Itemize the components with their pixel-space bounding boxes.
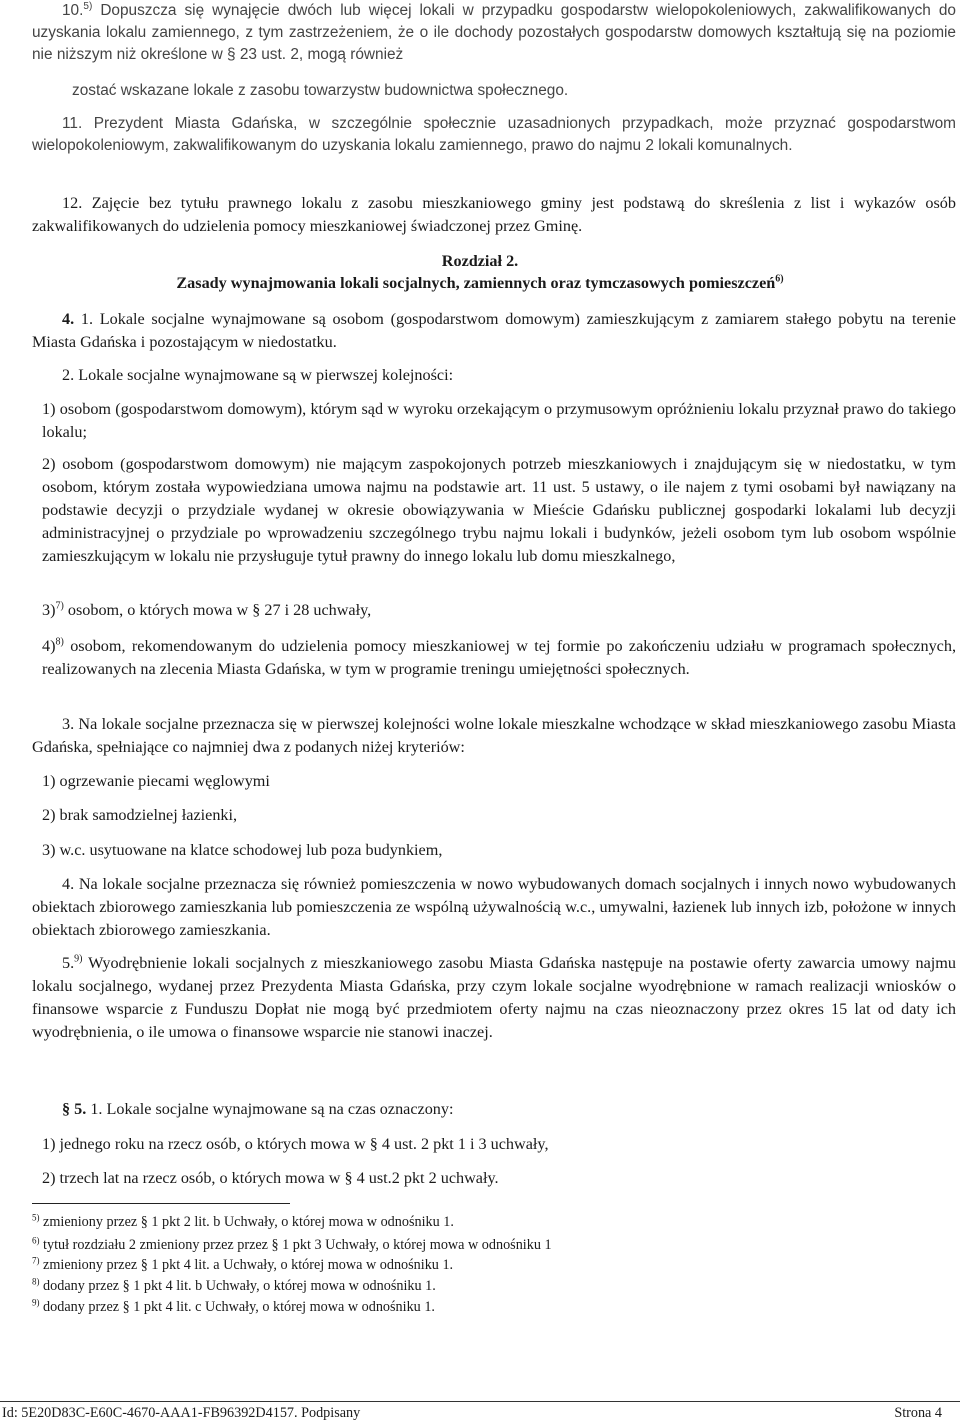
footnote-text: dodany przez § 1 pkt 4 lit. b Uchwały, o której mowa w odnośniku 1. (39, 1278, 436, 1294)
footer-separator (0, 1401, 960, 1402)
footnote-7 (32, 1255, 952, 1275)
footnote-separator (32, 1203, 290, 1204)
paragraph-10-text: Dopuszcza się wynajęcie dwóch lub więcej lokali w przypadku gospodarstw wielopokoleniowych, zakwalifikowanych do uzyskania lokalu zamiennego, z tym zastrzeżeniem, że o ile dochody pozostałych gospodarstw domowych kształtują się na poziomie nie niższym niż określone w § 23 ust. 2, mogą również (32, 2, 956, 63)
criterion-1: 1) ogrzewanie piecami węglowymi (42, 772, 270, 790)
criterion-3: 3) w.c. usytuowane na klatce schodowej lub poza budynkiem, (42, 841, 443, 859)
section-4-paragraph-5 (32, 952, 956, 1044)
footnote-mark: 8) (32, 1276, 40, 1287)
footnote-text: zmieniony przez § 1 pkt 2 lit. b Uchwały, o której mowa w odnośniku 1. (39, 1214, 454, 1230)
section-4-item-4 (42, 635, 956, 681)
section-5-item-1: 1) jednego roku na rzecz osób, o których mowa w § 4 ust. 2 pkt 1 i 3 uchwały, (42, 1135, 549, 1153)
footnote-mark: 6) (32, 1235, 40, 1246)
section-5-paragraph-1 (32, 1098, 956, 1121)
section-5-p1-text: 1. Lokale socjalne wynajmowane są na czas oznaczony: (86, 1100, 454, 1118)
paragraph-10-number: 10. (62, 2, 84, 19)
footnote-9 (32, 1297, 952, 1317)
section-4-p1-text: 1. Lokale socjalne wynajmowane są osobom (gospodarstwom domowym) zamieszkującym z zamiarem stałego pobytu na terenie Miasta Gdańska i pozostającym w niedostatku. (32, 310, 956, 351)
footnote-mark: 5) (32, 1212, 40, 1223)
footnote-ref-8: 8) (55, 636, 64, 648)
section-4-heading: 4. (62, 310, 75, 328)
footnote-ref-9: 9) (74, 953, 83, 965)
paragraph-12: 12. Zajęcie bez tytułu prawnego lokalu z zasobu mieszkaniowego gminy jest podstawą do skreślenia z list i wykazów osób zakwalifikowanych do udzielenia pomocy mieszkaniowej świadczonej przez Gminę. (32, 194, 956, 235)
item-3-number: 3) (42, 601, 56, 619)
footnote-text: tytuł rozdziału 2 zmieniony przez przez § 1 pkt 3 Uchwały, o której mowa w odnośniku 1 (39, 1237, 552, 1253)
section-4-item-1: 1) osobom (gospodarstwom domowym), którym sąd w wyroku orzekającym o przymusowym opróżnieniu lokalu przyznał prawo do takiego lokalu; (42, 400, 956, 441)
item-4-number: 4) (42, 637, 56, 655)
footnote-5 (32, 1212, 952, 1232)
footnote-text: zmieniony przez § 1 pkt 4 lit. a Uchwały, o której mowa w odnośniku 1. (39, 1257, 454, 1273)
paragraph-5-text: Wyodrębnienie lokali socjalnych z mieszkaniowego zasobu Miasta Gdańska następuje na postawie oferty zawarcia umowy najmu lokalu socjalnego, wydanej przez Prezydenta Miasta Gdańska, przy czym lokale socjalne wyodrębnione w ramach realizacji wniosków o finansowe wsparcie z Funduszu Dopłat nie mogą być przedmiotem oferty najmu na czas nieoznaczony przez okres 15 lat od daty ich wyodrębnienia, o ile umowa o finansowe wsparcie nie stanowi inaczej. (32, 954, 956, 1041)
footnote-text: dodany przez § 1 pkt 4 lit. c Uchwały, o której mowa w odnośniku 1. (39, 1299, 435, 1315)
paragraph-10 (32, 0, 956, 66)
paragraph-11: 11. Prezydent Miasta Gdańska, w szczególnie społecznie uzasadnionych przypadkach, może przyznać gospodarstwom wielopokoleniowym, zakwalifikowanym do uzyskania lokalu zamiennego, prawo do najmu 2 lokali komunalnych. (32, 115, 956, 154)
chapter-title-text: Zasady wynajmowania lokali socjalnych, zamiennych oraz tymczasowych pomieszczeń (176, 274, 776, 292)
page-number: Strona 4 (894, 1405, 942, 1421)
item-3-text: osobom, o których mowa w § 27 i 28 uchwały, (63, 601, 372, 619)
paragraph-10-continuation: zostać wskazane lokale z zasobu towarzystw budownictwa społecznego. (72, 82, 569, 99)
section-4-paragraph-4: 4. Na lokale socjalne przeznacza się również pomieszczenia w nowo wybudowanych domach socjalnych i innych nowo wybudowanych obiektach zbiorowego zamieszkania lub pomieszczenia ze wspólną używalnością w.c., umywalni, łazienek lub innych izb, położone w innych obiektach zbiorowego zamieszkania. (32, 875, 956, 939)
section-5-item-2: 2) trzech lat na rzecz osób, o których mowa w § 4 ust.2 pkt 2 uchwały. (42, 1169, 499, 1187)
footnote-ref-7: 7) (55, 600, 64, 612)
item-4-text: osobom, rekomendowanym do udzielenia pomocy mieszkaniowej w tej formie po zakończeniu udziału w programach społecznych, realizowanych na zlecenia Miasta Gdańska, w tym w programie treningu umiejętności społecznych. (42, 637, 956, 678)
paragraph-5-number: 5. (62, 954, 75, 972)
section-4-item-2: 2) osobom (gospodarstwom domowym) nie mającym zaspokojonych potrzeb mieszkaniowych i znajdującym się w niedostatku, w tym osobom, którym została wypowiedziana umowa najmu na podstawie art. 11 ust. 5 ustawy, o ile najem z tymi osobami był nawiązany na podstawie decyzji o przydziale wydanej w okresie obowiązywania w Mieście Gdańsku publicznej gospodarki lokalami lub decyzji administracyjnej o przydziale po wprowadzeniu szczególnego trybu najmu lokali i budynków, jeżeli osobom tym lub osobom wspólnie zamieszkującym w lokalu nie przysługuje tytuł prawny do innego lokalu lub domu mieszkalnego, (42, 455, 956, 565)
footnote-ref-6: 6) (775, 273, 784, 285)
footnote-ref-5: 5) (83, 0, 93, 12)
section-5-heading: § 5. (62, 1100, 87, 1118)
chapter-number: Rozdział 2. (441, 252, 519, 270)
section-4-paragraph-1 (32, 308, 956, 354)
document-id: Id: 5E20D83C-E60C-4670-AAA1-FB96392D4157. Podpisany (2, 1405, 361, 1421)
footnote-6 (32, 1235, 952, 1255)
footnote-8 (32, 1276, 952, 1296)
chapter-title (0, 272, 960, 295)
section-4-paragraph-2: 2. Lokale socjalne wynajmowane są w pierwszej kolejności: (62, 366, 454, 384)
footnote-mark: 7) (32, 1255, 40, 1266)
section-4-item-3 (42, 599, 956, 622)
footnote-mark: 9) (32, 1297, 40, 1308)
section-4-paragraph-3: 3. Na lokale socjalne przeznacza się w pierwszej kolejności wolne lokale mieszkalne wchodzące w skład mieszkaniowego zasobu Miasta Gdańska, spełniające co najmniej dwa z podanych niżej kryteriów: (32, 715, 956, 756)
criterion-2: 2) brak samodzielnej łazienki, (42, 806, 238, 824)
